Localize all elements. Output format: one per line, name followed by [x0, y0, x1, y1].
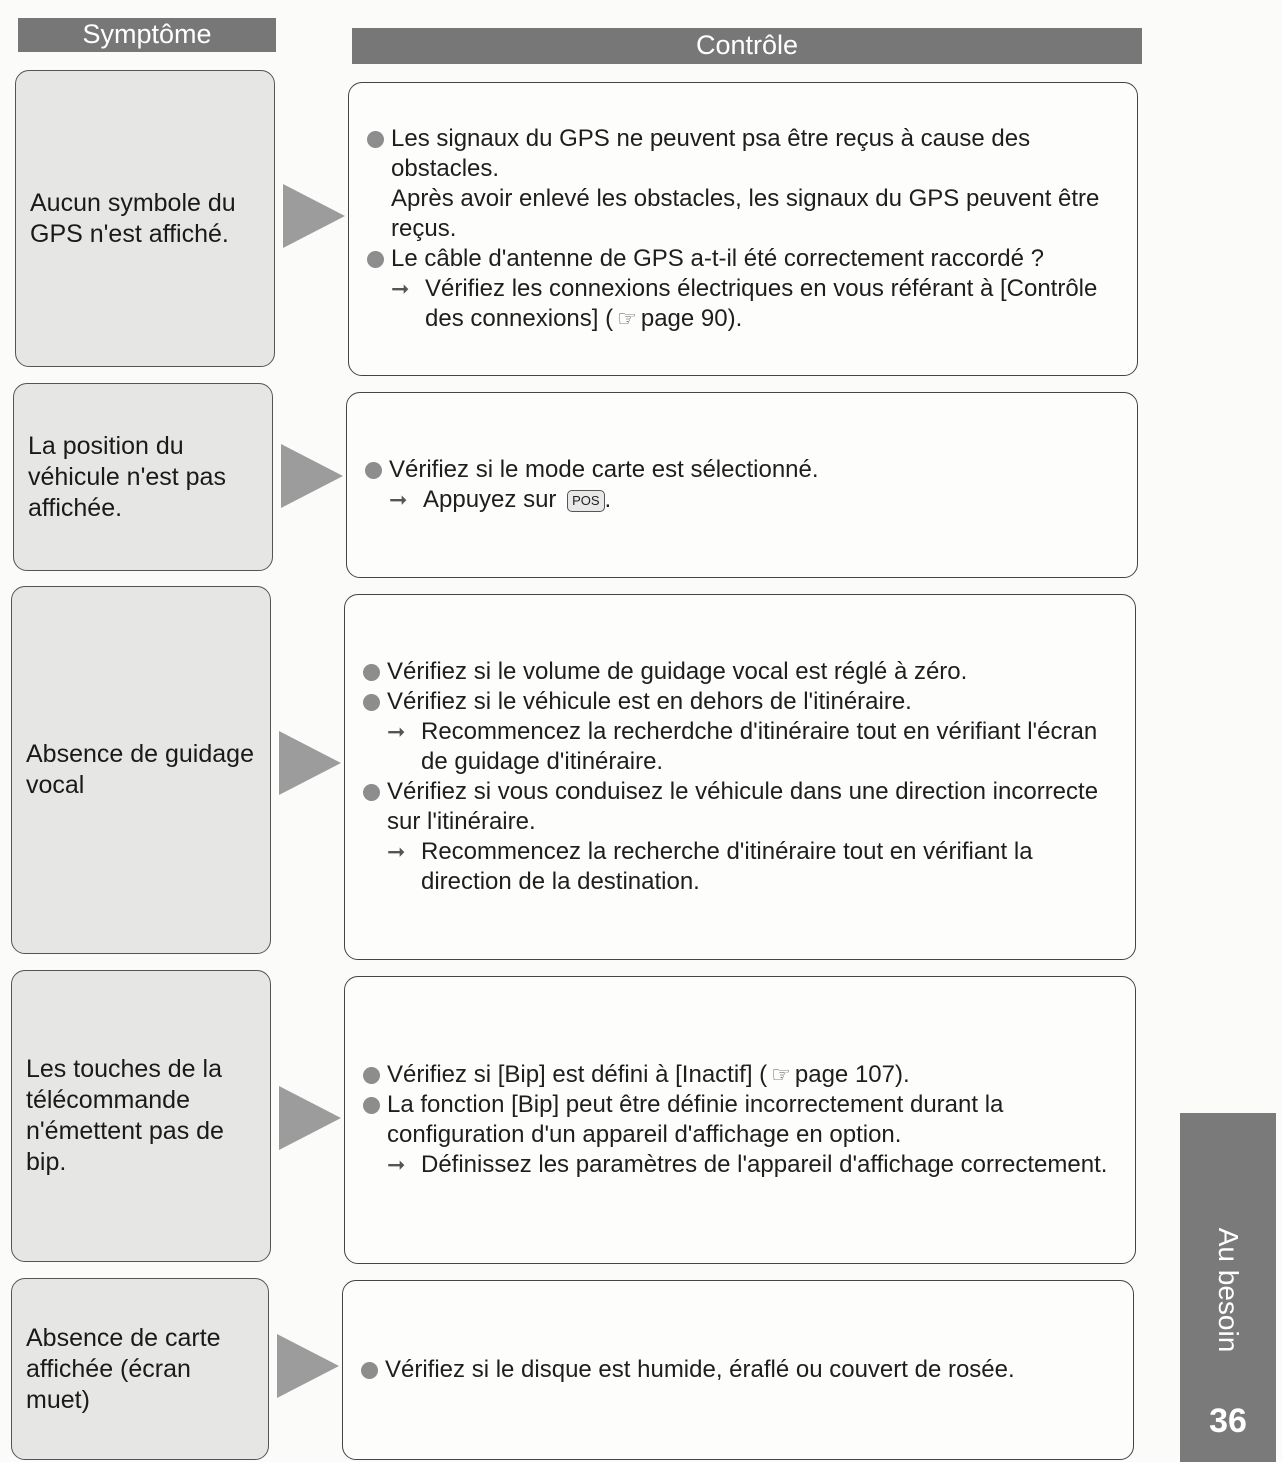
bullet-dot-icon [361, 1362, 378, 1379]
item-text: Vérifiez si le disque est humide, éraflé ou couvert de rosée. [385, 1356, 1015, 1383]
right-arrow-icon [279, 1086, 341, 1150]
action-item [367, 274, 1125, 334]
symptom-box [13, 383, 273, 571]
action-arrow-icon: ➞ [387, 839, 406, 864]
symptom-text: Absence de guidage vocal [26, 740, 254, 799]
control-box [348, 82, 1138, 376]
control-box [342, 1280, 1134, 1460]
right-arrow-icon [281, 444, 343, 508]
bullet-dot-icon [367, 131, 384, 148]
item-text: Vérifiez si le véhicule est en dehors de l'itinéraire. [387, 688, 912, 715]
control-content [365, 455, 819, 515]
item-text: Vérifiez si [Bip] est défini à [Inactif] ( [387, 1061, 768, 1088]
action-arrow-icon: ➞ [387, 719, 406, 744]
action-arrow-icon: ➞ [391, 276, 410, 301]
item-text: Recommencez la recherche d'itinéraire tout en vérifiant la direction de la destination. [421, 838, 1033, 895]
symptom-text: La position du véhicule n'est pas affichée. [28, 431, 226, 522]
item-text: Vérifiez si vous conduisez le véhicule dans une direction incorrecte sur l'itinéraire. [387, 778, 1099, 835]
symptom-box [11, 970, 271, 1262]
page-reference: page 90). [640, 305, 743, 332]
pointing-hand-icon: ☞ [771, 1062, 791, 1087]
action-arrow-icon: ➞ [389, 487, 408, 512]
item-text: Appuyez sur [423, 486, 557, 513]
action-item [363, 837, 1123, 897]
pointing-hand-icon: ☞ [617, 306, 637, 331]
symptom-header: Symptôme [18, 18, 276, 52]
page-reference: page 107). [794, 1061, 910, 1088]
check-item [363, 777, 1123, 837]
right-arrow-icon [277, 1334, 339, 1398]
note-item [367, 184, 1125, 244]
control-box [346, 392, 1138, 578]
action-item [363, 717, 1123, 777]
bullet-dot-icon [363, 784, 380, 801]
check-item [361, 1355, 1015, 1385]
page-number: 36 [1209, 1402, 1247, 1440]
control-box [344, 594, 1136, 960]
symptom-text: Les touches de la télécommande n'émettent pas de bip. [26, 1055, 224, 1176]
control-content [361, 1355, 1015, 1385]
symptom-text: Aucun symbole du GPS n'est affiché. [30, 188, 236, 248]
item-text: Les signaux du GPS ne peuvent psa être reçus à cause des obstacles. [391, 125, 1031, 182]
item-text: Recommencez la recherdche d'itinéraire tout en vérifiant l'écran de guidage d'itinéraire. [421, 718, 1098, 775]
symptom-box [15, 70, 275, 367]
check-item [363, 1060, 1123, 1090]
action-item [363, 1150, 1123, 1180]
item-text: Vérifiez les connexions électriques en vous référant à [Contrôle des connexions] ( [425, 275, 1098, 332]
bullet-dot-icon [367, 251, 384, 268]
item-text: Après avoir enlevé les obstacles, les signaux du GPS peuvent être reçus. [391, 185, 1100, 242]
item-text: Définissez les paramètres de l'appareil d'affichage correctement. [421, 1151, 1108, 1178]
control-header: Contrôle [352, 28, 1142, 64]
control-box [344, 976, 1136, 1264]
item-text: Le câble d'antenne de GPS a-t-il été correctement raccordé ? [391, 245, 1044, 272]
item-text: La fonction [Bip] peut être définie incorrectement durant la configuration d'un appareil d'affichage en option. [387, 1091, 1004, 1148]
control-content [367, 124, 1125, 334]
check-item [365, 455, 819, 485]
control-content [363, 1060, 1123, 1180]
control-content [363, 657, 1123, 897]
right-arrow-icon [283, 184, 345, 248]
action-arrow-icon: ➞ [387, 1152, 406, 1177]
item-text: Vérifiez si le mode carte est sélectionné. [389, 456, 819, 483]
check-item [363, 687, 1123, 717]
item-text: Vérifiez si le volume de guidage vocal est réglé à zéro. [387, 658, 968, 685]
check-item [363, 1090, 1123, 1150]
check-item [367, 244, 1125, 274]
item-suffix: . [604, 486, 612, 513]
symptom-box [11, 586, 271, 954]
symptom-box [11, 1278, 269, 1460]
bullet-dot-icon [365, 462, 382, 479]
pos-button-icon: POS [567, 490, 604, 512]
action-item [365, 485, 819, 515]
bullet-dot-icon [363, 664, 380, 681]
bullet-dot-icon [363, 1067, 380, 1084]
bullet-dot-icon [363, 1097, 380, 1114]
symptom-text: Absence de carte affichée (écran muet) [26, 1323, 221, 1414]
section-label: Au besoin [1213, 1227, 1244, 1353]
bullet-dot-icon [363, 694, 380, 711]
check-item [367, 124, 1125, 184]
check-item [363, 657, 1123, 687]
right-arrow-icon [279, 731, 341, 795]
